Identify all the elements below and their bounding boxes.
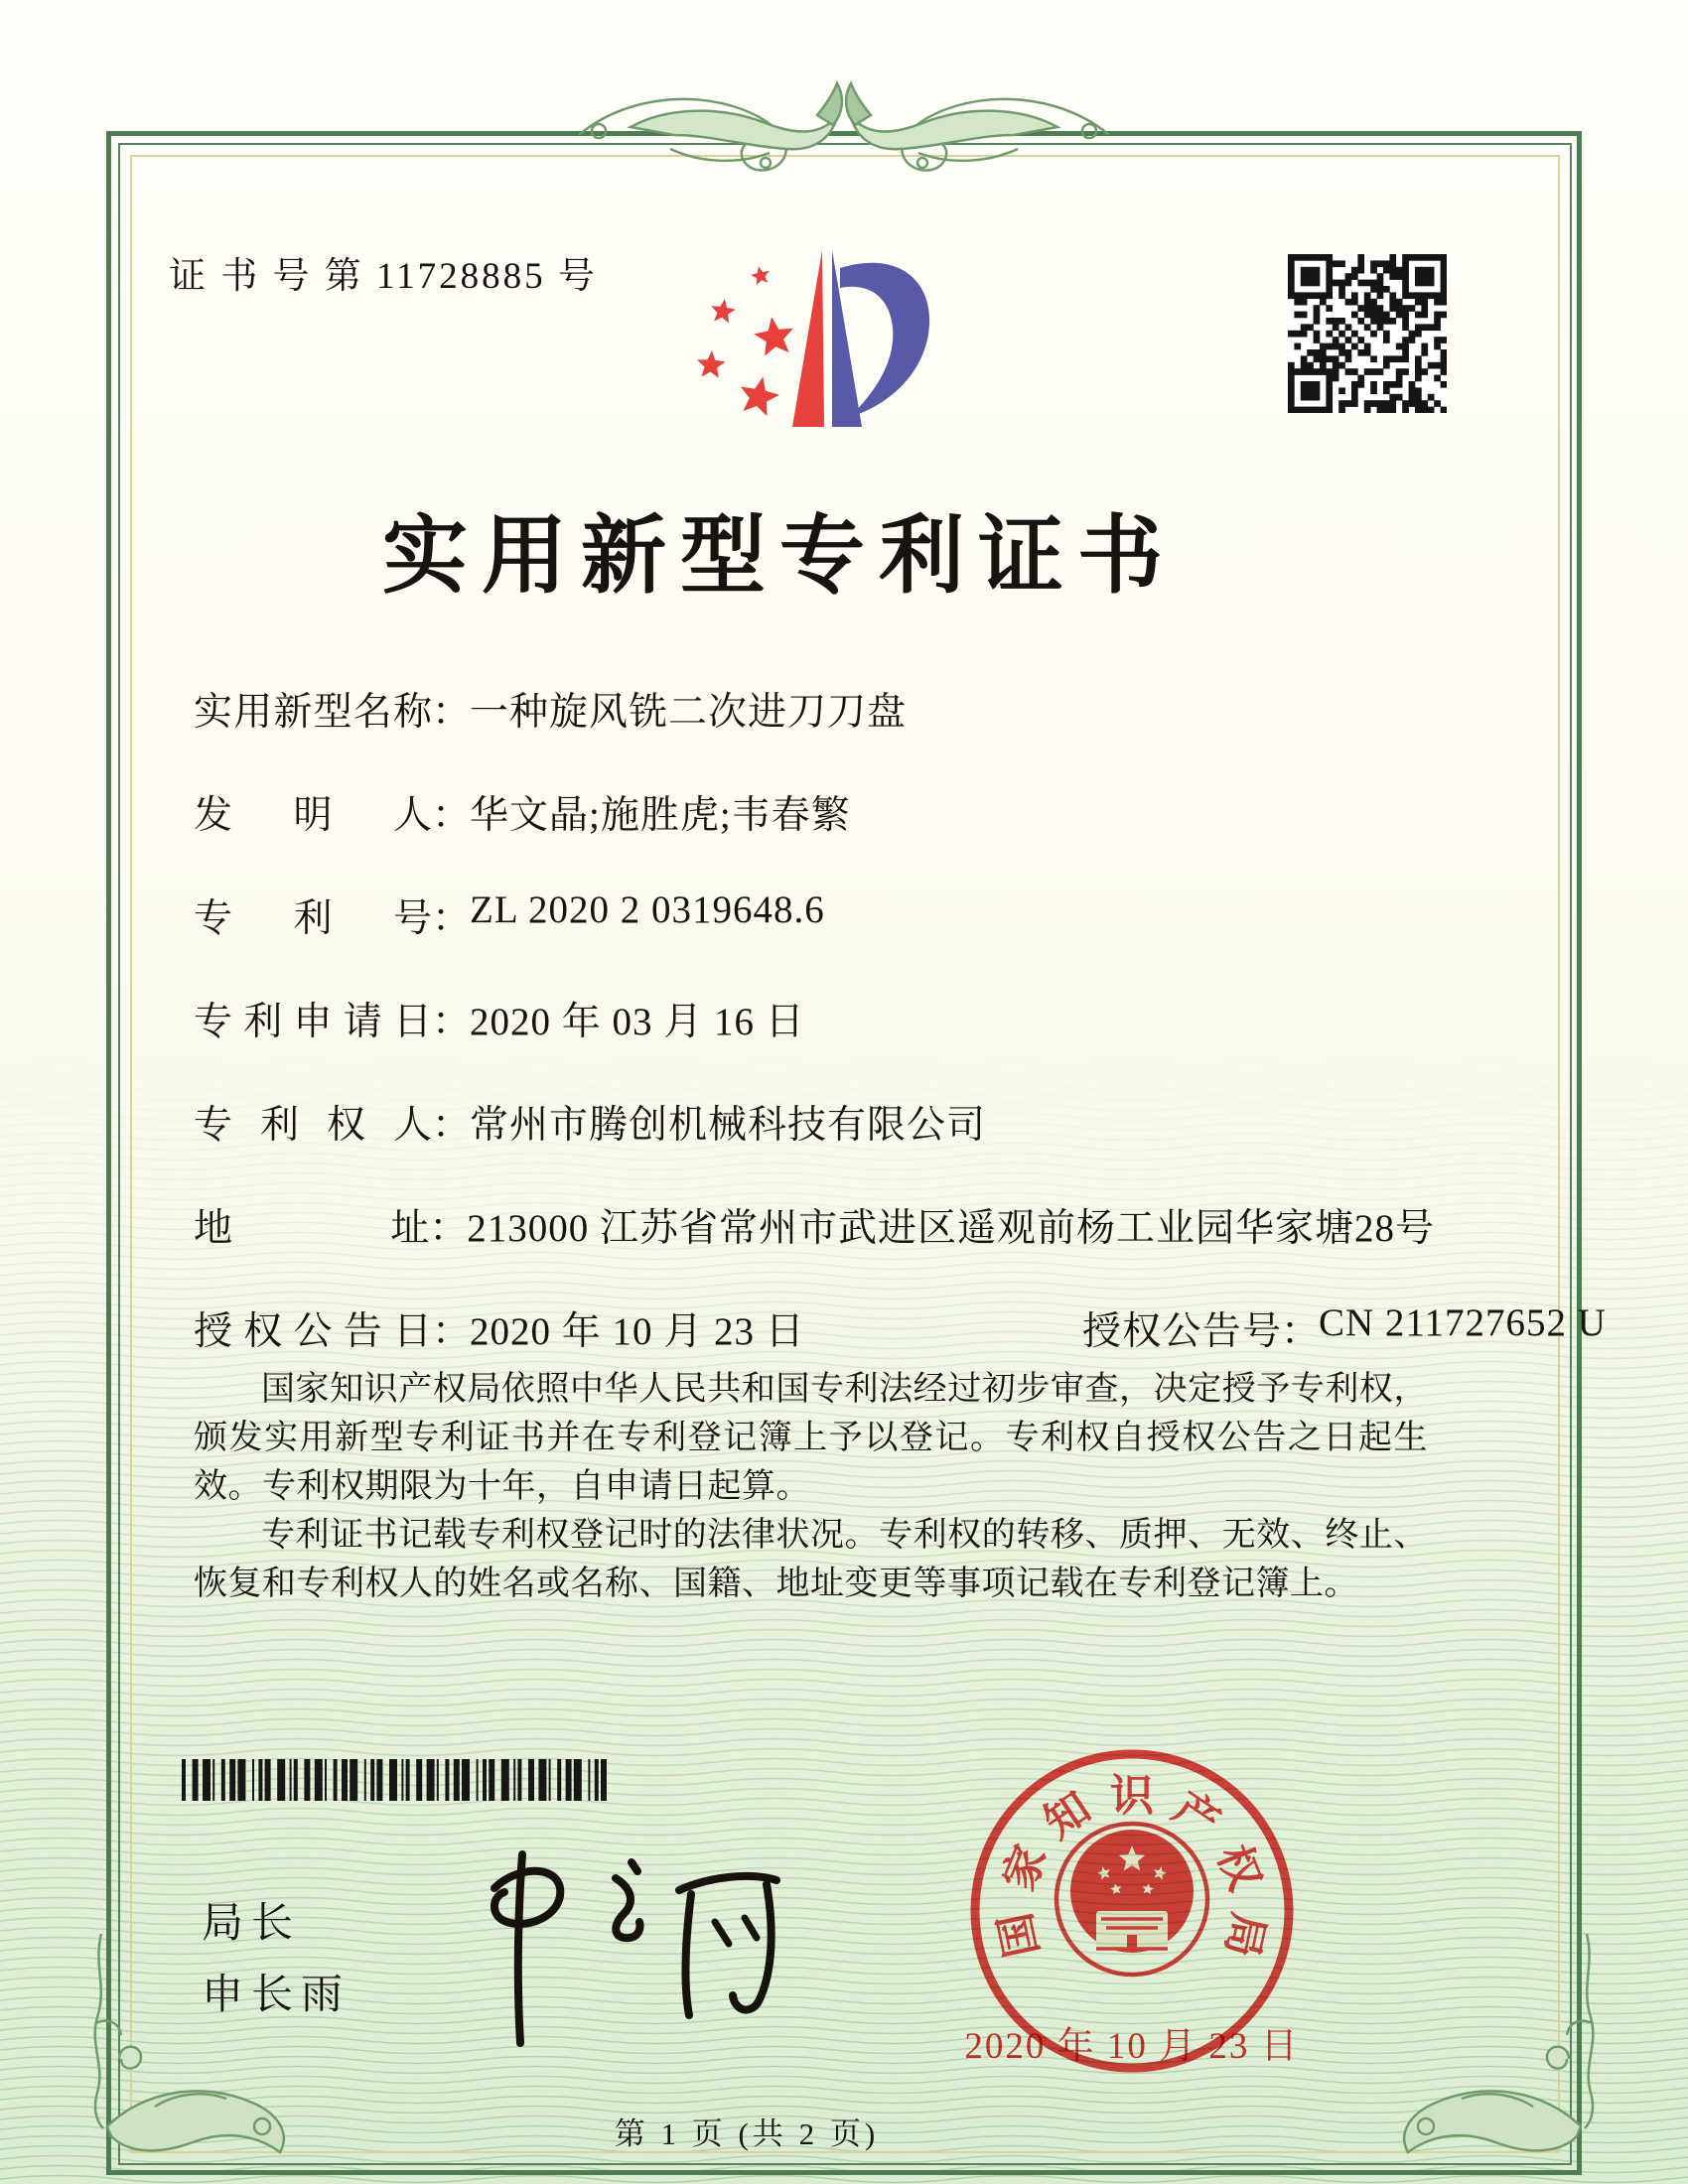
body-paragraph-1: 国家知识产权局依照中华人民共和国专利法经过初步审查，决定授予专利权，颁发实用新型专利证书并在专利登记簿上予以登记。专利权自授权公告之日起生效。专利权期限为十年，自申请日起算。: [194, 1371, 1428, 1505]
field-value: ZL 2020 2 0319648.6: [470, 888, 825, 931]
field-label: 授权公告日: [194, 1310, 432, 1353]
field-colon: ：: [429, 1207, 469, 1250]
field-row-patent-number: [194, 887, 1435, 991]
seal-date: 2020 年 10 月 23 日: [964, 2026, 1300, 2067]
svg-text:权: 权: [1207, 1838, 1270, 1898]
logo-stars-icon: [697, 266, 793, 416]
field-colon: ：: [432, 691, 472, 734]
legal-text-block: [194, 1365, 1428, 1608]
national-emblem-icon: [1056, 1824, 1207, 1975]
svg-text:知: 知: [1036, 1783, 1100, 1848]
barcode: [182, 1759, 619, 1801]
page-footer: 第 1 页 (共 2 页): [614, 2116, 880, 2151]
field-list: [194, 681, 1607, 1404]
field-row-address: [194, 1197, 1435, 1300]
svg-text:识: 识: [1110, 1771, 1154, 1821]
field-value: 2020 年 03 月 16 日: [470, 1001, 805, 1043]
qr-code: [1288, 254, 1447, 413]
officer-title: 局长: [202, 1899, 302, 1946]
cnipa-logo-icon: [683, 242, 933, 439]
grant-publication-group: [1082, 1300, 1607, 1356]
field-value: 213000 江苏省常州市武进区遥观前杨工业园华家塘28号: [467, 1207, 1435, 1250]
field-label: 地址: [194, 1207, 430, 1250]
svg-text:国: 国: [990, 1908, 1049, 1962]
field-label: 专利号: [194, 897, 432, 940]
logo-red-wedge: [792, 250, 824, 427]
field-value: CN 211727652 U: [1319, 1301, 1607, 1344]
field-row-inventors: [194, 784, 1435, 887]
svg-text:局: 局: [1215, 1908, 1274, 1962]
field-label: 发明人: [194, 794, 432, 837]
field-row-patentee: [194, 1094, 1435, 1197]
field-label: 实用新型名称: [194, 691, 432, 734]
svg-text:家: 家: [994, 1838, 1056, 1898]
field-colon: ：: [432, 1001, 472, 1043]
field-value: 一种旋风铣二次进刀刀盘: [470, 691, 908, 734]
field-colon: ：: [432, 897, 472, 940]
body-paragraph-2: 专利证书记载专利权登记时的法律状况。专利权的转移、质押、无效、终止、恢复和专利权人的姓名或名称、国籍、地址变更等事项记载在专利登记簿上。: [194, 1517, 1428, 1602]
certificate-title: 实用新型专利证书: [382, 508, 1177, 604]
top-center-flourish-ornament: [571, 77, 1117, 189]
field-row-filing-date: [194, 991, 1435, 1094]
certificate-number: 证 书 号 第 11728885 号: [169, 256, 598, 297]
bottom-right-corner-flourish: [1394, 1932, 1603, 2175]
field-value: 华文晶;施胜虎;韦春繁: [470, 794, 851, 837]
field-colon: ：: [432, 794, 472, 837]
field-colon: ：: [1281, 1310, 1321, 1353]
signature-script: [465, 1837, 802, 2070]
officer-name: 申长雨: [202, 1971, 352, 2017]
svg-text:产: 产: [1164, 1783, 1228, 1848]
field-value: 常州市腾创机械科技有限公司: [470, 1104, 987, 1147]
field-row-utility-model-name: [194, 681, 1435, 784]
field-value: 2020 年 10 月 23 日: [470, 1310, 805, 1353]
field-label: 专利权人: [194, 1104, 432, 1147]
field-colon: ：: [432, 1310, 472, 1353]
field-label: 专利申请日: [194, 1001, 432, 1043]
field-label: 授权公告号: [1082, 1310, 1281, 1353]
field-colon: ：: [432, 1104, 472, 1147]
